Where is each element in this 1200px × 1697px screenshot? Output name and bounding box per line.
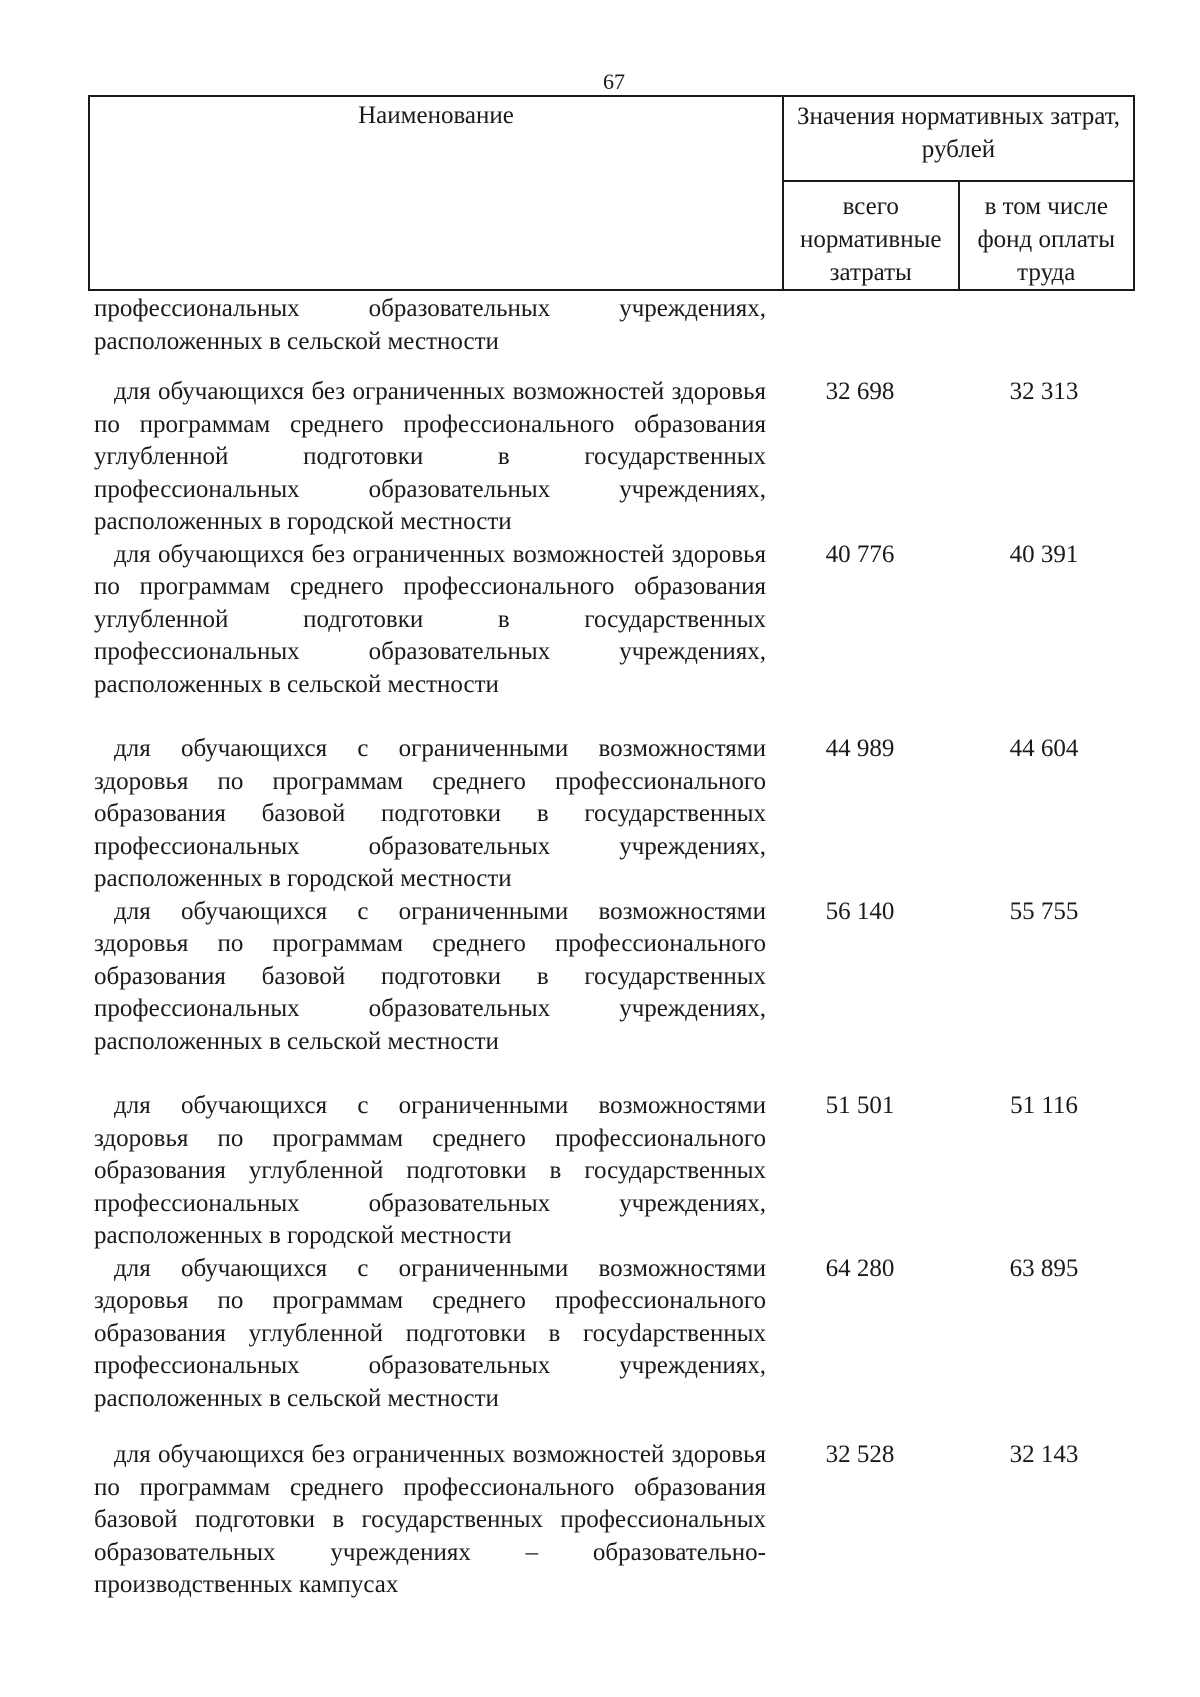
- row-name: для обучающихся с ограниченными возможностями здоровья по программам среднего профессионального образования углубленной подготовки в государственных профессиональных образовательных учреждениях, расположенных в городской местности: [94, 1092, 766, 1249]
- row-total-value: 40 776: [825, 540, 895, 568]
- row-name: для обучающихся без ограниченных возможностей здоровья по программам среднего профессионального образования базовой подготовки в государственных профессиональных образовательных учреждениях – образовательно-производственных кампусах: [94, 1441, 766, 1598]
- row-payroll-value: 55 755: [1009, 897, 1079, 925]
- header-total-line: нормативные: [800, 226, 942, 253]
- table-row: [94, 1439, 1134, 1602]
- row-payroll-value: 63 895: [1009, 1254, 1079, 1282]
- table-row: [94, 293, 1134, 358]
- row-payroll-value: 40 391: [1009, 540, 1079, 568]
- table-row: [94, 539, 1134, 702]
- row-total-value: 44 989: [825, 735, 895, 762]
- row-name: для обучающихся с ограниченными возможностями здоровья по программам среднего профессионального образования углубленной подготовки в госуdарственных профессиональных образовательных учреждениях, расположенных в сельской местности: [94, 1254, 766, 1412]
- table-row: [94, 896, 1134, 1059]
- table-header: [88, 95, 1135, 291]
- row-payroll-value: 32 143: [1009, 1441, 1079, 1468]
- page-number: 67: [603, 69, 625, 94]
- header-payroll-line: фонд оплаты: [977, 226, 1116, 253]
- header-total-line: затраты: [829, 259, 912, 286]
- header-payroll-column: [959, 181, 1135, 290]
- header-total-column: [783, 181, 959, 290]
- header-values-group: Значения нормативных затрат, рублей: [783, 96, 1134, 181]
- row-name: для обучающихся с ограниченными возможностями здоровья по программам среднего профессионального образования базовой подготовки в государственных профессиональных образовательных учреждениях, расположенных в сельской местности: [94, 897, 766, 1055]
- row-total-value: 32 528: [825, 1441, 895, 1468]
- row-payroll-value: 32 313: [1009, 378, 1079, 405]
- row-payroll-value: 44 604: [1009, 735, 1079, 762]
- row-total-value: 51 501: [825, 1092, 895, 1119]
- header-payroll-line: труда: [1017, 259, 1076, 286]
- header-payroll-line: в том числе: [984, 193, 1108, 220]
- row-name: для обучающихся без ограниченных возможностей здоровья по программам среднего профессионального образования углубленной подготовки в государственных профессиональных образовательных учреждениях, расположенных в городской местности: [94, 378, 766, 535]
- header-name-column: Наименование: [89, 96, 783, 290]
- row-total-value: 64 280: [825, 1254, 895, 1282]
- table-row: [94, 733, 1134, 896]
- table-row: [94, 1253, 1134, 1416]
- row-payroll-value: 51 116: [1010, 1092, 1078, 1119]
- table-body: [94, 293, 1134, 1602]
- row-name: для обучающихся без ограниченных возможностей здоровья по программам среднего профессионального образования углубленной подготовки в государственных профессиональных образовательных учреждениях, расположенных в сельской местности: [94, 540, 766, 698]
- header-total-line: всего: [842, 193, 899, 220]
- table-row: [94, 376, 1134, 539]
- row-total-value: 32 698: [825, 378, 895, 405]
- row-total-value: 56 140: [825, 897, 895, 925]
- table-row: [94, 1090, 1134, 1253]
- row-name: профессиональных образовательных учреждениях, расположенных в сельской местности: [94, 295, 766, 355]
- row-name: для обучающихся с ограниченными возможностями здоровья по программам среднего профессионального образования базовой подготовки в государственных профессиональных образовательных учреждениях, расположенных в городской местности: [94, 735, 766, 892]
